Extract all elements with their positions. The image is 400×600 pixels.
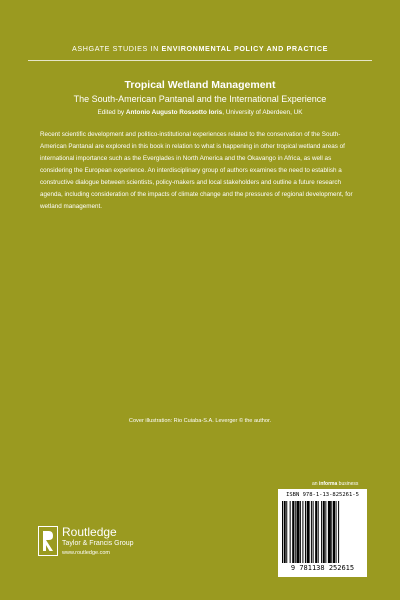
barcode-panel [278, 489, 367, 577]
series-name: ENVIRONMENTAL POLICY AND PRACTICE [161, 44, 329, 53]
routledge-logo-icon [38, 526, 58, 556]
editor-affiliation: , University of Aberdeen, UK [222, 109, 303, 116]
informa-business-tag [312, 481, 358, 487]
informa-brand: informa [318, 481, 338, 487]
isbn-label: ISBN 978-1-13-825261-5 [286, 492, 359, 498]
book-title: Tropical Wetland Management [124, 79, 276, 91]
informa-prefix: an [312, 481, 319, 487]
editor-line [0, 109, 400, 116]
divider-line [28, 60, 372, 61]
barcode-icon [282, 501, 363, 563]
book-description: Recent scientific development and politico-institutional experiences related to the conservation of the South-American Pantanal are explored in this book in relation to what is happening in other tropical wetland areas of international importance such as the Everglades in North America and the Okavango in Africa, as well as considering the European experience. An interdisciplinary group of authors examines the need to establish a constructive dialogue between scientists, policy-makers and local stakeholders and outline a future research agenda, including consideration of the impacts of climate change and the pressures of regional development, for wetland management. [40, 131, 353, 210]
barcode-digits: 9 781138 252615 [290, 564, 355, 572]
series-prefix: ASHGATE STUDIES IN [71, 44, 162, 53]
publisher-group: Taylor & Francis Group [62, 540, 134, 547]
publisher-url[interactable]: www.routledge.com [62, 550, 110, 556]
cover-illustration-credit: Cover illustration: Rio Cuiaba-S.A. Leverger © the author. [128, 418, 272, 424]
book-subtitle: The South-American Pantanal and the International Experience [73, 94, 327, 104]
informa-suffix: business [337, 481, 359, 487]
publisher-name: Routledge [62, 525, 117, 539]
series-heading [0, 44, 400, 53]
edited-by-label: Edited by [97, 109, 126, 116]
editor-name: Antonio Augusto Rossotto Ioris [125, 109, 223, 116]
